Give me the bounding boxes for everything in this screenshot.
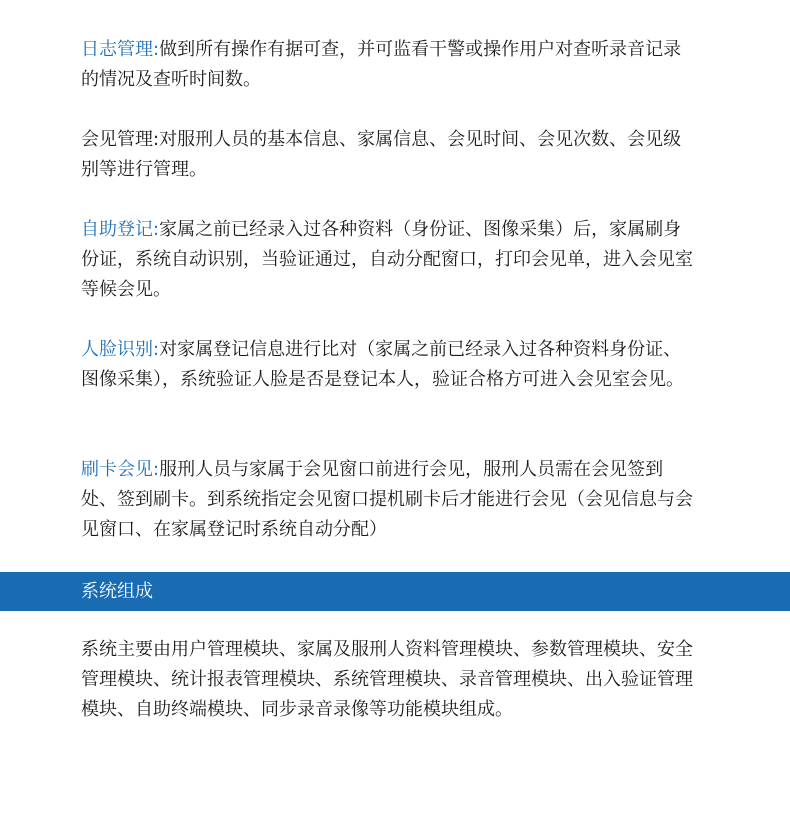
feature-description: 服刑人员与家属于会见窗口前进行会见，服刑人员需在会见签到处、签到刷卡。到系统指定会见窗口提机刷卡后才能进行会见（会见信息与会见窗口、在家属登记时系统自动分配）: [81, 459, 693, 540]
feature-self-registration: [81, 215, 693, 305]
section-title: 系统组成: [81, 581, 153, 602]
feature-term: 自助登记:: [81, 219, 160, 240]
feature-description: 家属之前已经录入过各种资料（身份证、图像采集）后，家属刷身份证，系统自动识别，当验证通过，自动分配窗口，打印会见单，进入会见室等候会见。: [81, 219, 693, 300]
feature-term: 刷卡会见:: [81, 459, 160, 480]
feature-face-recognition: [81, 335, 693, 395]
feature-description: 对家属登记信息进行比对（家属之前已经录入过各种资料身份证、图像采集），系统验证人脸是否是登记本人，验证合格方可进入会见室会见。: [81, 339, 684, 390]
feature-term: 人脸识别:: [81, 339, 160, 360]
feature-term: 日志管理:: [81, 39, 160, 60]
feature-card-visit: [81, 455, 693, 545]
feature-description: 做到所有操作有据可查，并可监看干警或操作用户对查听录音记录的情况及查听时间数。: [81, 39, 682, 90]
feature-description: 对服刑人员的基本信息、家属信息、会见时间、会见次数、会见级别等进行管理。: [81, 129, 682, 180]
feature-term: 会见管理:: [81, 129, 160, 150]
feature-visit-management: [81, 125, 693, 185]
section-header-banner: [0, 572, 790, 611]
section-body: 系统主要由用户管理模块、家属及服刑人资料管理模块、参数管理模块、安全管理模块、统计报表管理模块、系统管理模块、录音管理模块、出入验证管理模块、自助终端模块、同步录音录像等功能模块组成。: [81, 639, 693, 720]
feature-log-management: [81, 35, 693, 95]
